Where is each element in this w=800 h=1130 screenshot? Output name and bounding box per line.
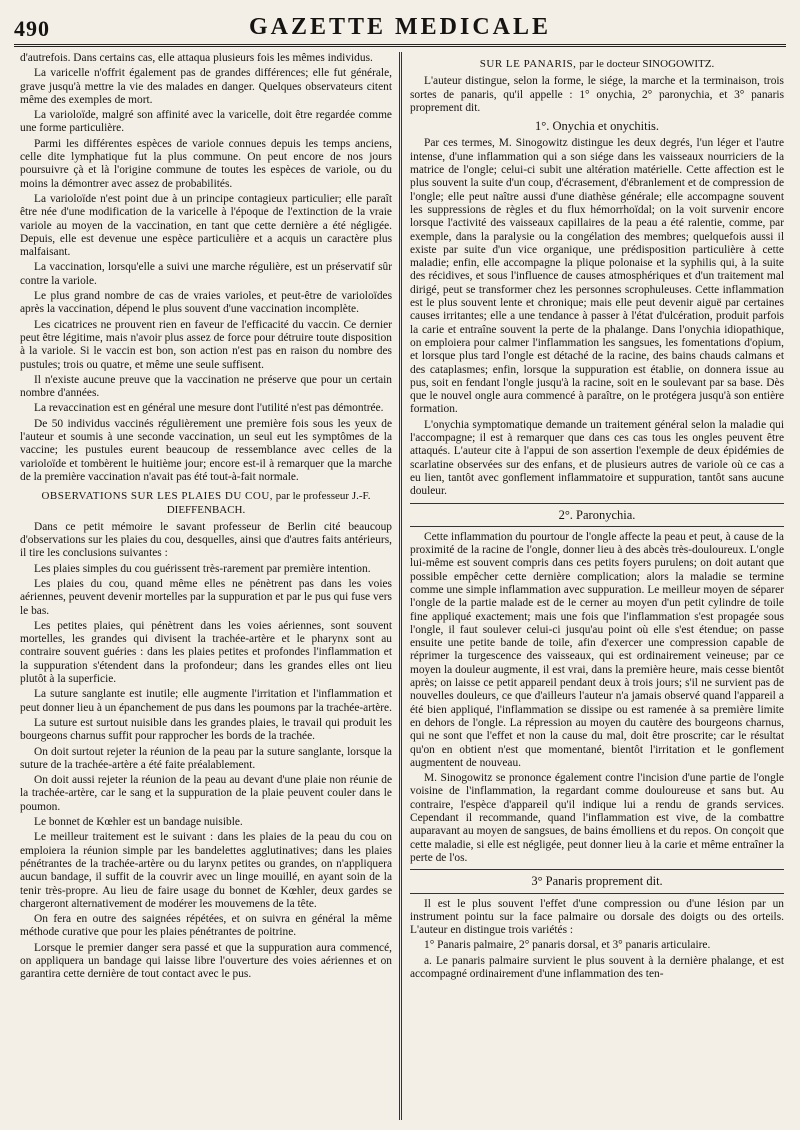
- paragraph: La suture sanglante est inutile; elle augmente l'irritation et l'inflammation et peut donner lieu à un épanchement de pus dans les poumons par la trachée-artère.: [20, 688, 392, 714]
- paragraph: Les plaies du cou, quand même elles ne pénètrent pas dans les voies aériennes, peuvent devenir mortelles par la suppuration et par le pus qui fuse vers le bas.: [20, 577, 392, 617]
- paragraph: Il n'existe aucune preuve que la vaccination ne préserve que pour un certain nombre d'années.: [20, 373, 392, 400]
- section-heading-panaris: [410, 58, 784, 71]
- paragraph: Lorsque le premier danger sera passé et que la suppuration aura commencé, on appliquera un bandage qui laisse libre l'ouverture des voies aériennes et on garantira cette dernière de tout contact avec le pus.: [20, 941, 392, 981]
- paragraph: Les petites plaies, qui pénètrent dans les voies aériennes, sont souvent mortelles, les grandes qui divisent la trachée-artère et le pharynx sont au contraire souvent guéries : dans les plaies petites et profondes l'inflammation et la suppuration s'étendent dans la profondeur; dans les grandes elles ont lieu plutôt à la superficie.: [20, 619, 392, 686]
- paragraph: On doit aussi rejeter la réunion de la peau au devant d'une plaie non réunie de la trachée-artère, car le sang et la suppuration de la plaie peuvent couler dans le poumon.: [20, 774, 392, 813]
- section-heading-caps: OBSERVATIONS SUR LES PLAIES DU COU,: [41, 490, 274, 503]
- section-rule: [410, 503, 784, 504]
- paragraph: Les plaies simples du cou guérissent très-rarement par première intention.: [34, 562, 371, 575]
- paragraph: La varicelle n'offrit également pas de grandes différences; elle fut générale, grave jusqu'à mettre la vie des malades en danger. Quelques observateurs citent même des exemples de mort.: [20, 67, 392, 106]
- section-heading-plaies-du-cou: [20, 490, 392, 517]
- paragraph: La varioloïde n'est point due à un principe contagieux particulier; elle paraît être née d'une modification de la varicelle à l'époque de l'extinction de la vraie variole au moyen de la vaccination, en tant que cette dernière a été négligée. Depuis, elle est devenue une espèce particulière et a acquis un caractère plus malfaisant.: [20, 192, 392, 259]
- section-rule: [410, 526, 784, 527]
- header-rule: [14, 44, 786, 47]
- paragraph: La varioloïde, malgré son affinité avec la varicelle, doit être regardée comme une forme particulière.: [20, 109, 392, 135]
- paragraph: Dans ce petit mémoire le savant professeur de Berlin cité beaucoup d'observations sur les plaies du cou, desquelles, ainsi que d'autres faits antérieurs, il tire les conclusions suivantes :: [20, 520, 392, 560]
- paragraph: L'onychia symptomatique demande un traitement général selon la maladie qui l'accompagne; il est à remarquer que dans ces cas tous les ongles peuvent être attaqués. L'auteur cite à l'appui de son assertion l'exemple de deux épidémies de scarlatine observées sur des enfans, et de plusieurs autres de variole où ce cas a eu lien, tantôt avec gonflement inflammatoire et suppuration, tantôt sans aucune douleur.: [410, 418, 784, 498]
- subheading-paronychia: 2°. Paronychia.: [558, 507, 636, 522]
- section-heading-caps: SUR LE PANARIS,: [479, 58, 577, 70]
- right-column: [410, 52, 784, 1120]
- page-number: 490: [14, 16, 50, 41]
- column-divider: [399, 52, 402, 1120]
- subheading-onychia: 1°. Onychia et onychitis.: [534, 119, 660, 134]
- paragraph: La vaccination, lorsqu'elle a suivi une marche régulière, est un préservatif sûr contre la variole.: [20, 261, 392, 287]
- journal-title: GAZETTE MEDICALE: [248, 14, 552, 40]
- left-column: [20, 52, 392, 1120]
- page-header: [14, 12, 786, 46]
- paragraph: La suture est surtout nuisible dans les grandes plaies, le travail qui produit les bourgeons charnus suffit pour rapprocher les bords de la trachée.: [20, 716, 392, 743]
- paragraph: M. Sinogowitz se prononce également contre l'incision d'une partie de l'ongle voisine de l'inflammation, la regardant comme douloureuse et sans but. Au contraire, l'espèce d'appareil qu'il indique lui a rendu de grands services. Cependant il recommande, quand l'inflammation est vive, de la combattre auparavant au moyen de sangsues, de bains émolliens et du repos. On conçoit que cette maladie, si elle est négligée, peut donner lieu à la carie et même entraîner la perte de l'os.: [410, 772, 784, 864]
- paragraph: On fera en outre des saignées répétées, et on suivra en général la même méthode curative que pour les plaies pénétrantes de poitrine.: [20, 913, 392, 939]
- paragraph: L'auteur distingue, selon la forme, le siége, la marche et la terminaison, trois sortes de panaris, qu'il appelle : 1° onychia, 2° paronychia, et 3° panaris proprement dit.: [410, 75, 784, 114]
- section-rule: [410, 893, 784, 894]
- paragraph: Le bonnet de Kœhler est un bandage nuisible.: [34, 816, 243, 829]
- section-rule: [410, 869, 784, 870]
- subheading-panaris-proprement-dit: 3° Panaris proprement dit.: [531, 874, 663, 889]
- section-heading-author: par le professeur J.-F. DIEFFENBACH.: [166, 490, 371, 516]
- paragraph: La revaccination est en général une mesure dont l'utilité n'est pas démontrée.: [34, 402, 384, 415]
- paragraph: Le plus grand nombre de cas de vraies varioles, et peut-être de varioloïdes après la vaccination, dépend le plus souvent d'une vaccination incomplète.: [20, 290, 392, 316]
- section-heading-author: par le docteur SINOGOWITZ.: [579, 58, 715, 70]
- paragraph: Il est le plus souvent l'effet d'une compression ou d'une lésion par un instrument pointu sur la face palmaire ou dorsale des doigts ou des orteils. L'auteur en distingue trois variétés :: [410, 897, 784, 937]
- paragraph: On doit surtout rejeter la réunion de la peau par la suture sanglante, lorsque la suture de la trachée-artère a été faite préalablement.: [20, 745, 392, 771]
- paragraph: De 50 individus vaccinés régulièrement une première fois sous les yeux de l'auteur et soumis à une seconde vaccination, un seul eut les symptômes de la vaccine; les pustules eurent beaucoup de ressemblance avec celles de la varioloïde et tombèrent le huitième jour; encore est-il à remarquer que la marche de la première vaccination n'avait pas été tout-à-fait normale.: [20, 417, 392, 483]
- paragraph: Les cicatrices ne prouvent rien en faveur de l'efficacité du vaccin. Ce dernier peut être légitime, mais n'avoir plus assez de force pour détruire toute disposition à la variole. Si le vaccin est bon, son action n'est pas en raison du nombre des pustules; trois ou quatre, et même une seule suffisent.: [20, 318, 392, 371]
- paragraph: Parmi les différentes espèces de variole connues depuis les temps anciens, celle dite lymphatique fut la plus commune. On peut encore de nos jours poursuivre çà et là l'origine commune de toutes les espèces de variole, ou du moins la démontrer avec assez de probabilités.: [20, 137, 392, 190]
- paragraph: 1° Panaris palmaire, 2° panaris dorsal, et 3° panaris articulaire.: [424, 939, 711, 952]
- paragraph: Cette inflammation du pourtour de l'ongle affecte la peau et peut, à cause de la proximité de la racine de l'ongle, donner lieu à des abcès très-douloureux. L'ongle lui-même est souvent compris dans ces petits foyers purulens; on doit autant que possible empêcher cette dernière complication; alors la maladie se termine comme une simple inflammation avec suppuration. Le meilleur moyen de séparer l'ongle de la partie malade est de le cerner au moyen d'un petit cylindre de toile fine appliqué exactement; mais une fois que l'inflammation s'est propagée sous l'ongle, il faut soulever celui-ci jusqu'au point où elle s'est étendue; on passe ensuite une petite bande de toile, afin d'exercer une compression capable de réprimer la turgescence des vaisseaux, qui est ordinairement veineuse; par ce moyen la douleur augmente, il est vrai, dans la première heure, mais cesse bientôt après; on laisse ce petit appareil pendant deux à trois jours; s'il ne survient pas de nouvelles douleurs, ce que d'ailleurs l'auteur n'a jamais observé quand l'appareil a été bien appliqué, l'inflammation se dissipe ou est ramenée à sa première limite en dehors de l'ongle. La répression au moyen du cautère des bourgeons charnus, qui ne sont que l'effet et non la cause du mal, doit être proscrite; car le résultat qu'on en obtient n'est que momentané, bientôt l'irritation et le gonflement augmentent de nouveau.: [410, 530, 784, 769]
- paragraph: Le meilleur traitement est le suivant : dans les plaies de la peau du cou on emploiera la réunion simple par les bandelettes agglutinatives; dans les plaies pénétrantes de la trachée-artère ou du larynx petites ou grandes, on n'appliquera aucun bandage, il suffit de la couvrir avec un linge mouillé, en ayant soin de la tenir très-propre. Au lieu de faire usage du bonnet de Kœhler, deux gardes se chargeront alternativement de modérer les mouvemens de la tête.: [20, 831, 392, 910]
- paragraph: Par ces termes, M. Sinogowitz distingue les deux degrés, l'un léger et l'autre intense, d'une inflammation qui a son siége dans les vaisseaux nourriciers de la matrice de l'ongle; celui-ci subit une altération matérielle. Cette affection est le plus souvent la suite d'un coup, d'écrasement, d'ébranlement et de compression de l'ongle; elle peut naître aussi d'une diathèse générale; elle accompagne souvent les suppressions de règles et du flux hémorrhoïdal; on la voit survenir encore lorsque l'activité des vaisseaux capillaires de la peau a été ralentie, comme, par exemple, dans la paralysie ou la congélation des membres; quelquefois aussi il existe par suite d'un vice organique, une prédisposition particulière à cette maladie; enfin, elle accompagne la plique polonaise et la syphilis qui, à la suite des récidives, et sous l'influence de causes atmosphériques et d'un traitement mal dirigé, peut se transformer chez les personnes scrophuleuses. Cette inflammation est le plus souvent lente et chronique; mais elle peut devenir aiguë par certaines causes irritantes; elle a une tendance à passer à l'état d'ulcération, produit parfois la carie et entraîne souvent la perte de la phalange. Dans l'onychia idiopathique, on emploiera pour calmer l'inflammation les sangsues, les fomentations d'opium, et lorsque plus tard l'ongle est détaché de la racine, des bains chauds calmans et des cataplasmes; enfin, lorsque la suppuration est établie, on donnera issue au pus, soit en fendant l'ongle jusqu'à la racine, soit en le soulevant par sa base. Dès que le nouvel ongle aura commencé à paraître, on le protégera jusqu'à son entière formation.: [410, 137, 784, 416]
- paragraph: d'autrefois. Dans certains cas, elle attaqua plusieurs fois les mêmes individus.: [20, 52, 373, 64]
- paragraph: a. Le panaris palmaire survient le plus souvent à la dernière phalange, et est accompagné ordinairement d'une inflammation des ten-: [410, 954, 784, 980]
